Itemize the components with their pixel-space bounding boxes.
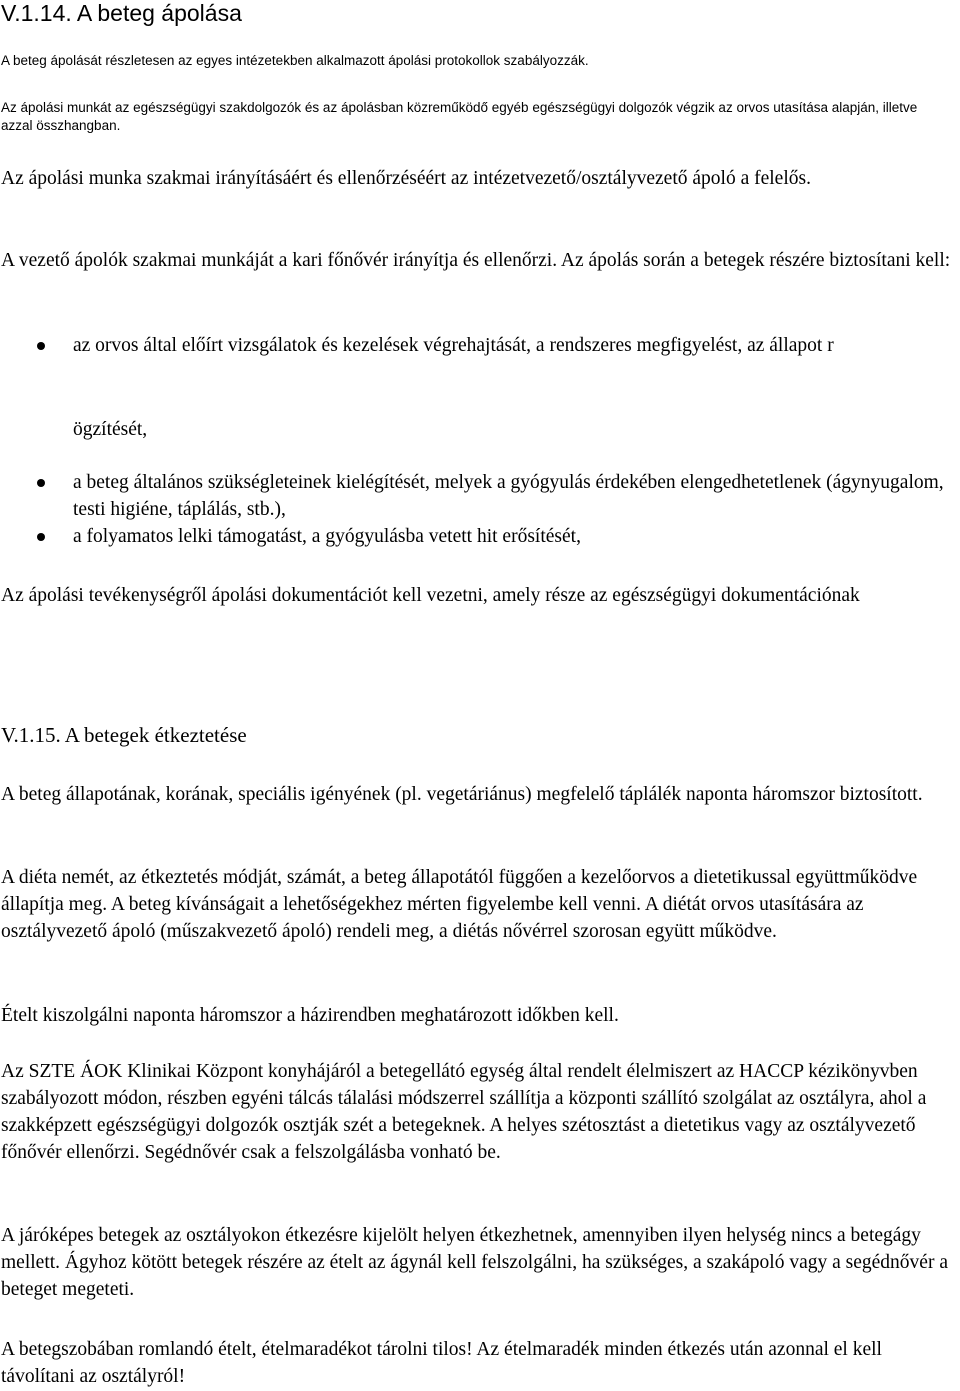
bullet-item-general-needs: a beteg általános szükségleteinek kielégítését, melyek a gyógyulás érdekében elengedhetetlenek (ágynyugalom, testi higiéne, táplálás, stb.), [73,472,944,520]
bullet-item-support: a folyamatos lelki támogatást, a gyógyulásba vetett hit erősítését, [73,526,581,547]
paragraph-responsibility: Az ápolási munka szakmai irányításáért és ellenőrzéséért az intézetvezető/osztályvezető ápoló a felelős. [1,168,811,189]
paragraph-serving: Ételt kiszolgálni naponta háromszor a házirendben meghatározott időkben kell. [1,1005,619,1026]
bullet-dot [37,533,45,541]
bullet-item-examinations: az orvos által előírt vizsgálatok és kezelések végrehajtását, a rendszeres megfigyelést, az állapot r [73,335,834,356]
paragraph-documentation: Az ápolási tevékenységről ápolási dokumentációt kell vezetni, amely része az egészségügyi dokumentációnak [1,585,860,606]
bullet-dot [37,342,45,350]
bullet-item-continuation: ögzítését, [73,419,148,440]
paragraph-leftovers: A betegszobában romlandó ételt, ételmaradékot tárolni tilos! Az ételmaradék minden étkezés után azonnal el kell távolítani az osztályról! [1,1339,882,1387]
bullet-dot [37,479,45,487]
paragraph-kitchen: Az SZTE ÁOK Klinikai Központ konyhájáról a betegellátó egység által rendelt élelmiszert az HACCP kézikönyvben szabályozott módon, részben egyéni tálcás tálalási módszerrel szállítja a központi szállító szolgálat az osztályra, ahol a szakképzett egészségügyi dolgozók osztják szét a betegeknek. A helyes szétosztást a dietetikus vagy az osztályvezető főnővér ellenőrzi. Segédnővér csak a felszolgálásba vonható be. [1,1061,927,1163]
paragraph-head-nurses: A vezető ápolók szakmai munkáját a kari főnővér irányítja és ellenőrzi. Az ápolás során a betegek részére biztosítani kell: [1,250,951,271]
paragraph-ambulatory: A járóképes betegek az osztályokon étkezésre kijelölt helyen étkezhetnek, amennyiben ilyen helység nincs a betegágy mellett. Ágyhoz kötött betegek részére az ételt az ágynál kell felszolgálni, ha szükséges, a szakápoló vagy a segédnővér a beteget megeteti. [1,1225,948,1300]
paragraph-meals-daily: A beteg állapotának, korának, speciális igényének (pl. vegetáriánus) megfelelő táplálék naponta háromszor biztosított. [1,784,923,805]
intro-paragraph-protocols: A beteg ápolását részletesen az egyes intézetekben alkalmazott ápolási protokollok szabályozzák. [1,53,589,68]
paragraph-diet: A diéta nemét, az étkeztetés módját, számát, a beteg állapotától függően a kezelőorvos a dietetikussal együttműködve állapítja meg. A beteg kívánságait a lehetőségekhez mérten figyelembe kell venni. A diétát orvos utasítására az osztályvezető ápoló (műszakvezető ápoló) rendeli meg, a diétás nővérrel szorosan együtt működve. [1,867,918,942]
section-heading-étkeztetés: V.1.15. A betegek étkeztetése [1,723,247,747]
intro-paragraph-staff: Az ápolási munkát az egészségügyi szakdolgozók és az ápolásban közreműködő egyéb egészségügyi dolgozók végzik az orvos utasítása alapján, illetve azzal összhangban. [1,100,918,133]
section-heading-ápolás: V.1.14. A beteg ápolása [1,0,242,26]
